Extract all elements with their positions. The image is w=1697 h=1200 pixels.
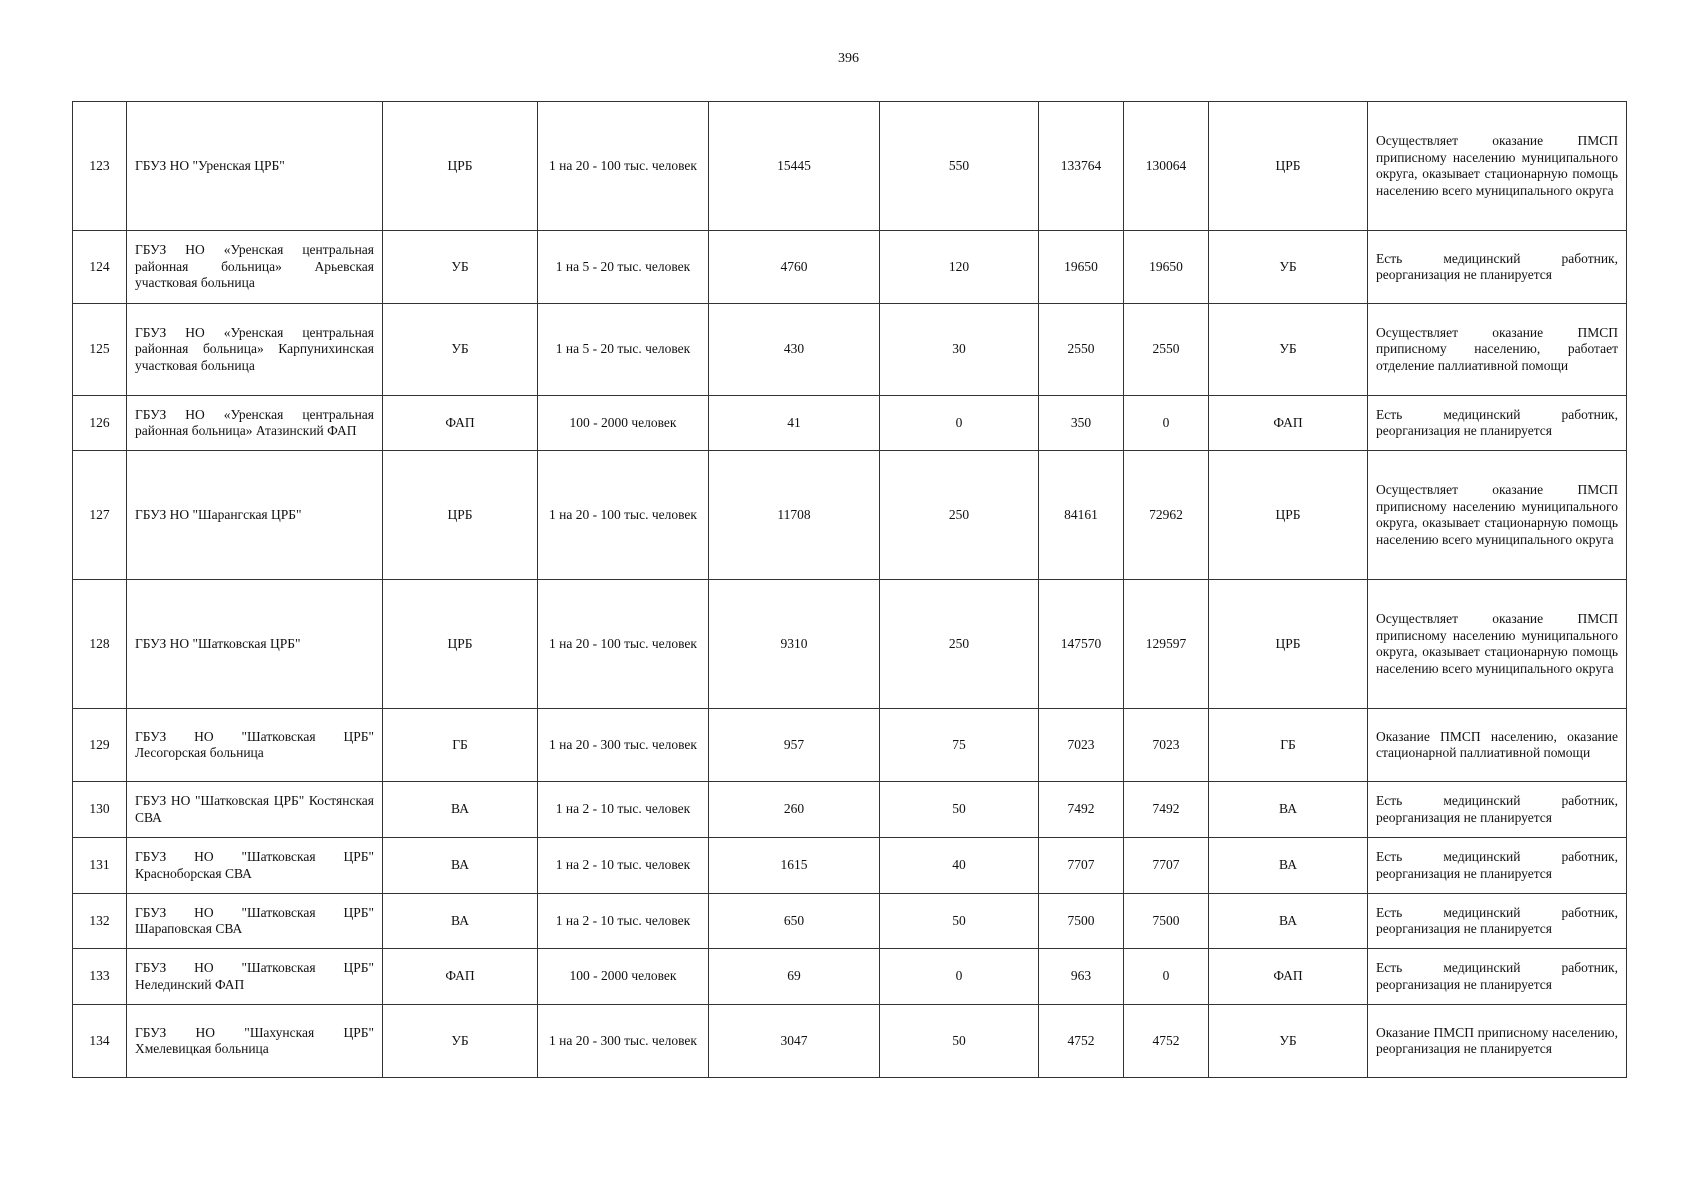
target-type: ВА [1209,894,1368,949]
value-col6: 30 [880,304,1039,396]
facility-type: УБ [383,1005,538,1078]
value-col5: 11708 [709,451,880,580]
table-row [73,102,1627,231]
facility-type: ЦРБ [383,102,538,231]
table-row [73,782,1627,838]
value-col7: 2550 [1039,304,1124,396]
population-norm: 1 на 20 - 300 тыс. человек [538,1005,709,1078]
population-norm: 100 - 2000 человек [538,949,709,1005]
value-col7: 350 [1039,396,1124,451]
value-col6: 50 [880,782,1039,838]
row-number: 131 [73,838,127,894]
table-row [73,949,1627,1005]
target-type: ЦРБ [1209,580,1368,709]
facility-type: УБ [383,304,538,396]
population-norm: 1 на 20 - 100 тыс. человек [538,580,709,709]
facility-type: ФАП [383,949,538,1005]
table-row [73,580,1627,709]
facility-type: ВА [383,894,538,949]
note: Осуществляет оказание ПМСП приписному населению муниципального округа, оказывает стационарную помощь населению всего муниципального округа [1368,580,1627,709]
note: Оказание ПМСП населению, оказание стационарной паллиативной помощи [1368,709,1627,782]
target-type: ВА [1209,838,1368,894]
target-type: ФАП [1209,949,1368,1005]
value-col6: 250 [880,451,1039,580]
facility-name: ГБУЗ НО «Уренская центральная районная больница» Атазинский ФАП [127,396,383,451]
value-col7: 7492 [1039,782,1124,838]
note: Есть медицинский работник, реорганизация не планируется [1368,949,1627,1005]
page-number: 396 [838,51,859,66]
value-col8: 19650 [1124,231,1209,304]
note: Есть медицинский работник, реорганизация не планируется [1368,838,1627,894]
table-row [73,709,1627,782]
row-number: 134 [73,1005,127,1078]
table-row [73,396,1627,451]
table-body [73,102,1627,1078]
facility-name: ГБУЗ НО "Шатковская ЦРБ" Костянская СВА [127,782,383,838]
row-number: 124 [73,231,127,304]
note: Есть медицинский работник, реорганизация не планируется [1368,782,1627,838]
facility-type: ВА [383,782,538,838]
value-col8: 4752 [1124,1005,1209,1078]
facilities-table [72,101,1627,1078]
facility-type: ЦРБ [383,451,538,580]
value-col5: 9310 [709,580,880,709]
value-col8: 0 [1124,949,1209,1005]
value-col7: 7500 [1039,894,1124,949]
population-norm: 1 на 5 - 20 тыс. человек [538,304,709,396]
value-col5: 650 [709,894,880,949]
facility-name: ГБУЗ НО "Шатковская ЦРБ" [127,580,383,709]
population-norm: 1 на 20 - 100 тыс. человек [538,102,709,231]
value-col6: 120 [880,231,1039,304]
value-col8: 7707 [1124,838,1209,894]
facility-name: ГБУЗ НО "Шатковская ЦРБ" Красноборская СВА [127,838,383,894]
value-col8: 7023 [1124,709,1209,782]
facility-type: ВА [383,838,538,894]
population-norm: 100 - 2000 человек [538,396,709,451]
value-col5: 15445 [709,102,880,231]
target-type: УБ [1209,304,1368,396]
population-norm: 1 на 2 - 10 тыс. человек [538,782,709,838]
population-norm: 1 на 20 - 300 тыс. человек [538,709,709,782]
table-row [73,838,1627,894]
facility-name: ГБУЗ НО «Уренская центральная районная больница» Арьевская участковая больница [127,231,383,304]
value-col8: 7492 [1124,782,1209,838]
row-number: 130 [73,782,127,838]
value-col8: 0 [1124,396,1209,451]
facility-type: ЦРБ [383,580,538,709]
value-col6: 40 [880,838,1039,894]
row-number: 126 [73,396,127,451]
facility-name: ГБУЗ НО "Шарангская ЦРБ" [127,451,383,580]
note: Есть медицинский работник, реорганизация не планируется [1368,396,1627,451]
value-col5: 430 [709,304,880,396]
row-number: 123 [73,102,127,231]
value-col7: 4752 [1039,1005,1124,1078]
facility-name: ГБУЗ НО "Шатковская ЦРБ" Шараповская СВА [127,894,383,949]
note: Есть медицинский работник, реорганизация не планируется [1368,231,1627,304]
facility-type: УБ [383,231,538,304]
note: Осуществляет оказание ПМСП приписному населению муниципального округа, оказывает стационарную помощь населению всего муниципального округа [1368,451,1627,580]
value-col7: 133764 [1039,102,1124,231]
table-row [73,231,1627,304]
value-col8: 129597 [1124,580,1209,709]
facility-name: ГБУЗ НО "Шатковская ЦРБ" Лесогорская больница [127,709,383,782]
value-col6: 550 [880,102,1039,231]
value-col6: 0 [880,949,1039,1005]
facility-name: ГБУЗ НО "Шатковская ЦРБ" Нелединский ФАП [127,949,383,1005]
population-norm: 1 на 2 - 10 тыс. человек [538,894,709,949]
row-number: 129 [73,709,127,782]
value-col6: 250 [880,580,1039,709]
row-number: 127 [73,451,127,580]
table-row [73,451,1627,580]
value-col7: 147570 [1039,580,1124,709]
value-col7: 19650 [1039,231,1124,304]
value-col7: 7707 [1039,838,1124,894]
value-col5: 260 [709,782,880,838]
value-col7: 963 [1039,949,1124,1005]
target-type: ГБ [1209,709,1368,782]
value-col6: 50 [880,894,1039,949]
note: Есть медицинский работник, реорганизация не планируется [1368,894,1627,949]
value-col8: 2550 [1124,304,1209,396]
value-col5: 1615 [709,838,880,894]
value-col8: 72962 [1124,451,1209,580]
population-norm: 1 на 2 - 10 тыс. человек [538,838,709,894]
population-norm: 1 на 5 - 20 тыс. человек [538,231,709,304]
value-col8: 130064 [1124,102,1209,231]
facility-name: ГБУЗ НО «Уренская центральная районная больница» Карпунихинская участковая больница [127,304,383,396]
row-number: 128 [73,580,127,709]
value-col6: 50 [880,1005,1039,1078]
row-number: 125 [73,304,127,396]
row-number: 133 [73,949,127,1005]
value-col5: 957 [709,709,880,782]
note: Оказание ПМСП приписному населению, реорганизация не планируется [1368,1005,1627,1078]
facility-type: ГБ [383,709,538,782]
target-type: ФАП [1209,396,1368,451]
target-type: ВА [1209,782,1368,838]
value-col6: 0 [880,396,1039,451]
note: Осуществляет оказание ПМСП приписному населению муниципального округа, оказывает стационарную помощь населению всего муниципального округа [1368,102,1627,231]
value-col7: 84161 [1039,451,1124,580]
target-type: ЦРБ [1209,451,1368,580]
note: Осуществляет оказание ПМСП приписному населению, работает отделение паллиативной помощи [1368,304,1627,396]
target-type: УБ [1209,231,1368,304]
value-col6: 75 [880,709,1039,782]
target-type: УБ [1209,1005,1368,1078]
row-number: 132 [73,894,127,949]
table-row [73,304,1627,396]
value-col5: 4760 [709,231,880,304]
value-col7: 7023 [1039,709,1124,782]
population-norm: 1 на 20 - 100 тыс. человек [538,451,709,580]
value-col5: 3047 [709,1005,880,1078]
target-type: ЦРБ [1209,102,1368,231]
value-col5: 41 [709,396,880,451]
facility-type: ФАП [383,396,538,451]
facility-name: ГБУЗ НО "Шахунская ЦРБ" Хмелевицкая больница [127,1005,383,1078]
table-row [73,1005,1627,1078]
table-row [73,894,1627,949]
value-col5: 69 [709,949,880,1005]
facility-name: ГБУЗ НО "Уренская ЦРБ" [127,102,383,231]
value-col8: 7500 [1124,894,1209,949]
